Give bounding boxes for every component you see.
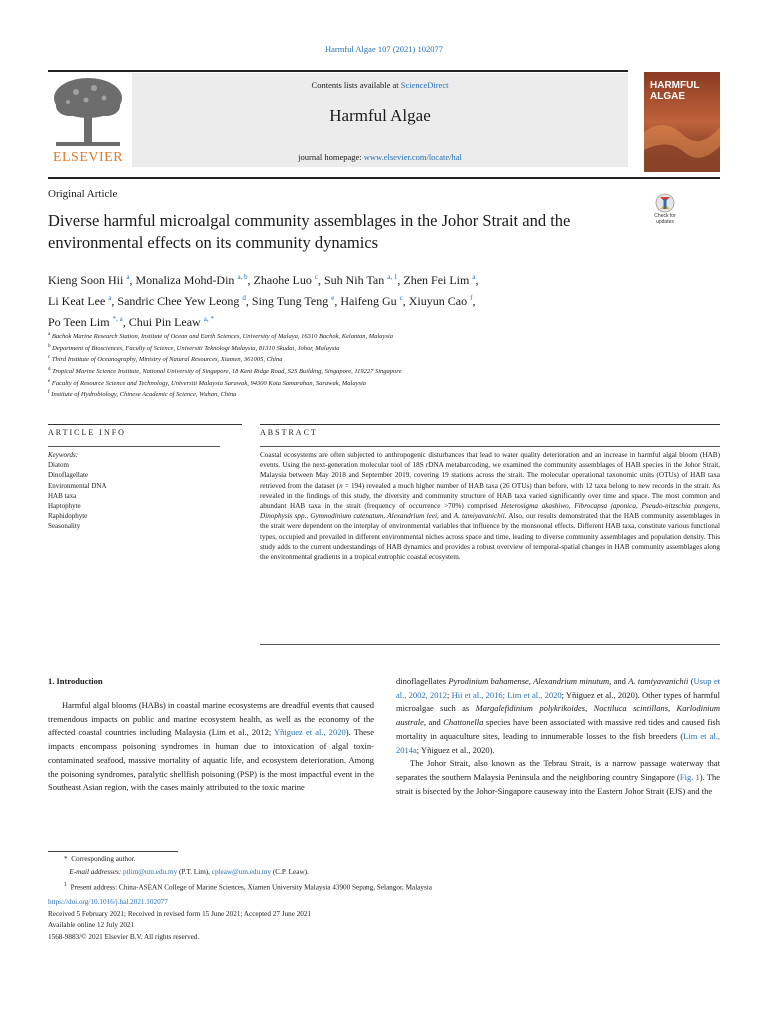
affiliation: $^b$ Department of Biosciences, Faculty of Science, Universiti Teknologi Malaysia, 81310 Skudai, Johor, Malaysia xyxy=(48,343,340,352)
keywords-rule xyxy=(48,446,220,447)
crossmark-line2: updates xyxy=(656,218,674,225)
keyword: Dinoflagellate xyxy=(48,471,89,480)
author[interactable]: Sandric Chee Yew Leong $^d$ xyxy=(117,294,246,308)
homepage-prefix: journal homepage: xyxy=(298,152,364,162)
journal-homepage-line xyxy=(132,152,628,162)
check-for-updates-label xyxy=(644,214,686,225)
article-info-heading: ARTICLE INFO xyxy=(48,428,126,437)
contents-prefix: Contents lists available at xyxy=(311,80,401,90)
article-title: Diverse harmful microalgal community assemblages in the Johor Strait and the environmental effects on its community dynamics xyxy=(48,211,571,252)
elsevier-wordmark: ELSEVIER xyxy=(52,150,124,165)
available-online: Available online 12 July 2021 xyxy=(48,921,135,930)
author[interactable]: Haifeng Gu $^c$ xyxy=(340,294,403,308)
abstract-heading: ABSTRACT xyxy=(260,428,318,437)
affiliation: $^e$ Faculty of Resource Science and Technology, Universiti Malaysia Sarawak, 94300 Kota Samarahan, Sarawak, Malaysia xyxy=(48,378,367,387)
abstract-rule xyxy=(260,424,720,425)
issn-copyright: 1568-9883/© 2021 Elsevier B.V. All rights reserved. xyxy=(48,932,200,941)
contents-lists-line xyxy=(132,80,628,90)
footnote-rule xyxy=(48,851,178,852)
keyword: HAB taxa xyxy=(48,491,77,500)
keyword: Diatom xyxy=(48,461,69,470)
keyword: Raphidophyte xyxy=(48,512,88,521)
journal-reference[interactable]: Harmful Algae 107 (2021) 102077 xyxy=(324,44,444,54)
affiliations xyxy=(48,330,720,400)
email-link[interactable]: cpleaw@um.edu.my xyxy=(211,868,272,876)
citation-link[interactable]: Lim et al., 2014a xyxy=(396,730,720,755)
doi-link[interactable]: https://doi.org/10.1016/j.hal.2021.102077 xyxy=(48,898,168,906)
affiliation: $^a$ Bachok Marine Research Station, Institute of Ocean and Earth Sciences, University of Malaya, 16310 Bachok, Kelantan, Malaysia xyxy=(48,332,393,341)
corresponding-author-note: * Corresponding author. xyxy=(64,855,136,863)
introduction-heading: 1. Introduction xyxy=(48,676,103,686)
header-top-rule xyxy=(48,70,628,72)
citation-link[interactable]: Yñiguez et al., 2020 xyxy=(274,727,346,738)
cover-title-line2: ALGAE xyxy=(650,91,685,102)
keywords-label: Keywords: xyxy=(48,451,79,459)
citation-link[interactable]: Usup et al., 2002, 2012 xyxy=(396,676,720,700)
cover-title xyxy=(650,80,699,102)
journal-cover-image[interactable] xyxy=(644,72,720,172)
journal-name: Harmful Algae xyxy=(329,106,431,125)
abstract-top-rule xyxy=(260,446,720,447)
footnotes xyxy=(48,853,720,894)
email-link[interactable]: ptlim@um.edu.my xyxy=(123,868,178,876)
introduction-right-column xyxy=(396,675,720,798)
author[interactable]: Po Teen Lim $^{*, a}$ xyxy=(48,315,123,329)
figure-link[interactable]: Fig. 1 xyxy=(679,771,700,782)
keyword: Seasonality xyxy=(48,522,81,531)
author[interactable]: Sing Tung Teng $^e$ xyxy=(251,294,335,308)
affiliation: $^f$ Institute of Hydrobiology, Chinese Academic of Science, Wuhan, China xyxy=(48,390,237,399)
affiliation: $^c$ Third Institute of Oceanography, Ministry of Natural Resources, Xiamen, 361005, China xyxy=(48,355,283,364)
article-info-rule xyxy=(48,424,242,425)
author[interactable]: Suh Nih Tan $^{a, 1}$ xyxy=(323,273,398,287)
header-bottom-rule xyxy=(48,177,720,179)
keywords-block xyxy=(48,450,238,532)
keyword: Haptophyte xyxy=(48,502,81,511)
keyword: Environmental DNA xyxy=(48,481,107,490)
email-note: E-mail addresses: ptlim@um.edu.my (P.T. Lim), cpleaw@um.edu.my (C.P. Leaw). xyxy=(69,868,309,876)
author[interactable]: Xiuyun Cao $^f$ xyxy=(408,294,473,308)
sciencedirect-link[interactable]: ScienceDirect xyxy=(400,80,449,90)
author-list: Kieng Soon Hii $^a$, Monaliza Mohd-Din $^{a, b}$, Zhaohe Luo $^c$, Suh Nih Tan $^{a, 1}$, Zhen Fei Lim $^a$, Li Keat Lee $^a$, Sandric Chee Yew Leong $^d$, Sing Tung Teng $^e$, Haifeng Gu $^c$, Xiuyun Cao $^f$, Po Teen Lim $^{*, a}$, Chui Pin Leaw $^{a, *}$ xyxy=(48,273,479,329)
author[interactable]: Monaliza Mohd-Din $^{a, b}$ xyxy=(135,273,248,287)
journal-homepage-link[interactable]: www.elsevier.com/locate/hal xyxy=(363,152,462,162)
article-type: Original Article xyxy=(48,188,118,200)
abstract-bottom-rule xyxy=(260,644,720,645)
affiliation: $^d$ Tropical Marine Science Institute, National University of Singapore, 18 Kent Ridge Road, S2S Building, Singapore, 119227 Singapore xyxy=(48,366,402,376)
author[interactable]: Zhaohe Luo $^c$ xyxy=(253,273,318,287)
author[interactable]: Zhen Fei Lim $^a$ xyxy=(403,273,476,287)
author[interactable]: Chui Pin Leaw $^{a, *}$ xyxy=(128,315,214,329)
introduction-left-column xyxy=(48,699,374,795)
intro-paragraph: dinoflagellates Pyrodinium bahamense, Alexandrium minutum, and A. tamiyavanichii (Usup et al., 2002, 2012; Hii et al., 2016; Lim et al., 2020; Yñiguez et al., 2020). Other types of harmful microalgae such as Margalefidinium polykrikoides, Noctiluca scintillans, Karlodinium australe, and Chattonella species have been associated with massive red tides and caused fish mortality in aquaculture sites, leading to innumerable losses to the fish breeders (Lim et al., 2014a; Yñiguez et al., 2020). xyxy=(396,676,721,755)
intro-paragraph: Harmful algal blooms (HABs) in coastal marine ecosystems are dreadful events that caused tremendous impacts on public and marine ecosystem health, as well as the economy of the affected coastal countries including Malaysia (Lim et al., 2012; Yñiguez et al., 2020). These impacts encompass poisoning syndromes in human due to intoxication of algal toxin-contaminated seafood, massive mortality of aquatic life, and ecosystem deterioration. Among the poisoning syndromes, paralytic shellfish poisoning (PSP) is the most impactful event in the Southeast Asian region, with the cases mainly attributed to the toxic marine xyxy=(48,700,374,793)
received-dates: Received 5 February 2021; Received in revised form 15 June 2021; Accepted 27 June 2021 xyxy=(48,909,312,918)
author[interactable]: Li Keat Lee $^a$ xyxy=(48,294,112,308)
intro-paragraph: The Johor Strait, also known as the Tebrau Strait, is a narrow passage waterway that separates the southern Malaysia Peninsula and the neighboring country Singapore (Fig. 1). The strait is bisected by the Johor-Singapore causeway into the Eastern Johor Strait (EJS) and the xyxy=(396,758,720,796)
cover-title-line1: HARMFUL xyxy=(650,80,700,91)
citation-link[interactable]: Hii et al., 2016; Lim et al., 2020 xyxy=(451,689,562,700)
author[interactable]: Kieng Soon Hii $^a$ xyxy=(48,273,130,287)
crossmark-line1: Check for xyxy=(654,213,676,219)
publication-info xyxy=(48,897,720,943)
present-address-note: $^1$ Present address: China-ASEAN College of Marine Sciences, Xiamen University Malaysia 43900 Sepang, Selangor, Malaysia xyxy=(64,882,432,892)
abstract-text: Coastal ecosystems are often subjected to anthropogenic disturbances that lead to water quality deterioration and an increase in harmful algal bloom (HAB) events. Using the next-generation molecular tool of 18S rDNA metabarcoding, we examined the community assemblages of HAB species in the Johor Strait, Malaysia between May 2018 and September 2019, covering 19 stations across the strait. The molecular operational taxonomic units (OTUs) of HAB taxa retrieved from the dataset (n = 194) revealed a much higher number of HAB taxa (26 OTUs) than before, with 12 taxa belong to new records in the strait. As revealed in the findings of this study, the diversity and community structure of HAB taxa varied significantly over time and space. The most common and abundant HAB taxa in the strait (frequency of occurrence >70%) comprised Heterosigma akashiwo, Fibrocapsa japonica, Pseudo-nitzschia pungens, Dinophysis spp., Gymnodinium catenatum, Alexandrium leei, and A. tamiyavanichii. Also, our results demonstrated that the HAB community assemblages in the strait were dependent on the interplay of environmental variables that influence by the monsoonal effects. Different HAB taxa, constitute various functional types, occupied and prevailed in different environmental niches across space and time, leading to diverse community assemblages and population density. This study adds to the current understandings of HAB dynamics and provides a robust overview of temporal-spatial changes in HAB community assemblages along the environmental gradients in a tropical eutrophic coastal ecosystem. xyxy=(260,451,721,562)
